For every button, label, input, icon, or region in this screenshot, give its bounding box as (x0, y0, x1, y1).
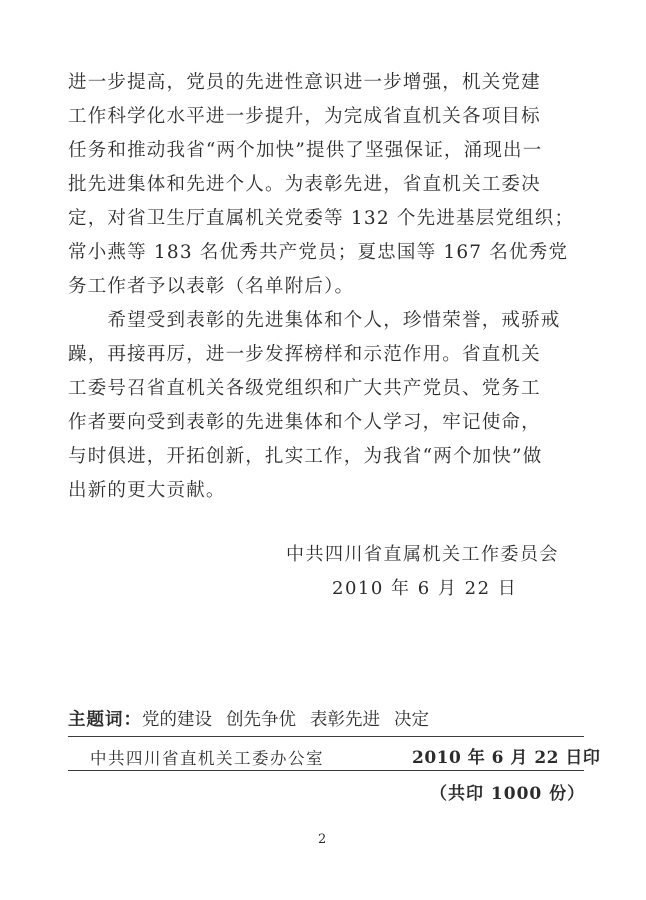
signature-organization: 中共四川省直属机关工作委员会 (286, 544, 559, 565)
text-line: 任务和推动我省“两个加快”提供了坚强保证，涌现出一 (68, 140, 543, 161)
text-line: 作者要向受到表彰的先进集体和个人学习，牢记使命， (68, 412, 541, 433)
text-line: 出新的更大贡献。 (68, 480, 226, 501)
issuing-office: 中共四川省直机关工委办公室 (90, 749, 324, 768)
text-line: 工作科学化水平进一步提升，为完成省直机关各项目标 (68, 106, 541, 127)
keyword: 党的建设 (142, 710, 212, 730)
text-line: 工委号召省直机关各级党组织和广大共产党员、党务工 (68, 378, 541, 399)
text-line: 希望受到表彰的先进集体和个人，珍惜荣誉，戒骄戒 (68, 310, 561, 331)
signature-date: 2010 年 6 月 22 日 (332, 578, 518, 599)
body-paragraph-1 (68, 66, 588, 304)
print-date: 2010 年 6 月 22 日印 (412, 748, 601, 768)
keyword: 表彰先进 (310, 710, 380, 730)
text-line: 进一步提高，党员的先进性意识进一步增强，机关党建 (68, 72, 541, 93)
footer-divider-top (68, 736, 584, 737)
print-copies: （共印 1000 份） (430, 784, 586, 804)
text-line: 定，对省卫生厅直属机关党委等 132 个先进基层党组织； (68, 208, 575, 229)
keyword: 决定 (394, 710, 429, 730)
text-line: 常小燕等 183 名优秀共产党员；夏忠国等 167 名优秀党 (68, 242, 569, 263)
text-line: 批先进集体和先进个人。为表彰先进，省直机关工委决 (68, 174, 541, 195)
keywords-line (68, 706, 588, 731)
text-line: 务工作者予以表彰（名单附后）。 (68, 276, 355, 297)
text-line: 躁，再接再厉，进一步发挥榜样和示范作用。省直机关 (68, 344, 541, 365)
keywords-label: 主题词： (68, 710, 142, 730)
footer-divider-bottom (68, 770, 584, 771)
keyword: 创先争优 (226, 710, 296, 730)
body-paragraph-2 (68, 304, 588, 508)
text-line: 与时俱进，开拓创新，扎实工作，为我省“两个加快”做 (68, 446, 543, 467)
page-number: 2 (318, 832, 327, 847)
